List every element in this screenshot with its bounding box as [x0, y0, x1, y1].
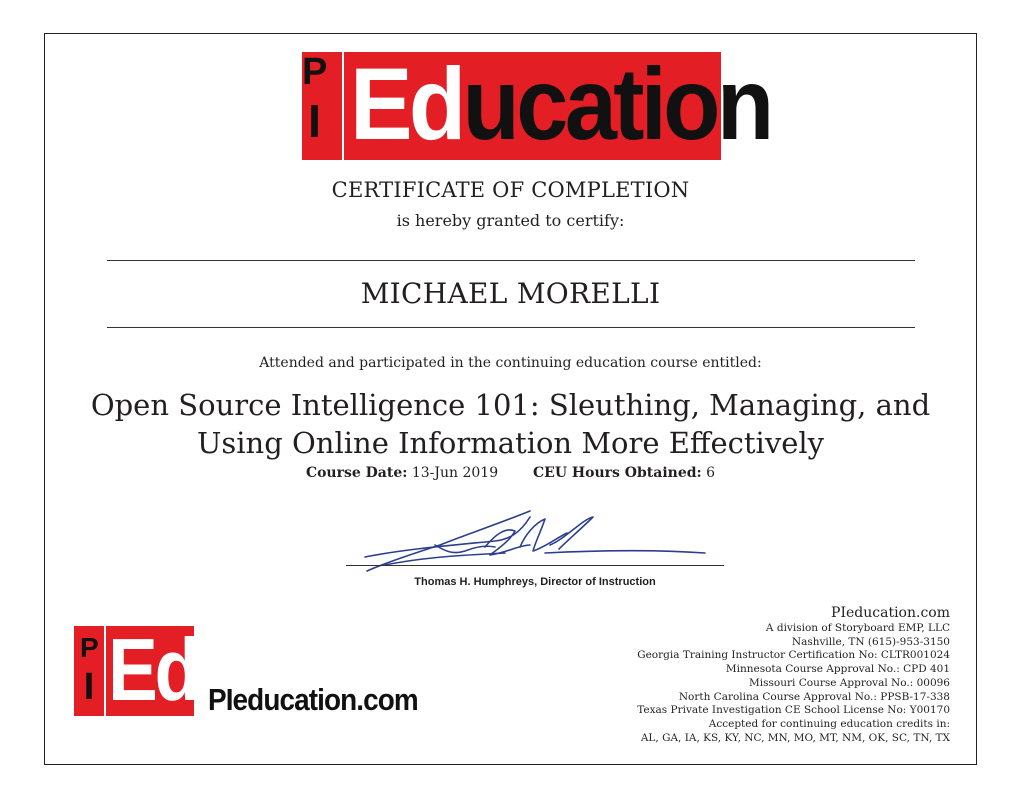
- info-line: Missouri Course Approval No.: 00096: [749, 676, 950, 689]
- certificate-subtitle: is hereby granted to certify:: [396, 211, 625, 230]
- logo-ed-text: Ed: [350, 47, 463, 161]
- info-line: Nashville, TN (615)-953-3150: [791, 635, 950, 648]
- info-line: Georgia Training Instructor Certification No: CLTR001024: [637, 649, 950, 662]
- info-line: North Carolina Course Approval No.: PPSB-17-338: [678, 690, 950, 703]
- small-logo-ed-text: Ed: [108, 620, 197, 719]
- ceu-hours: 6: [706, 465, 716, 481]
- logo-wordmark: [350, 48, 770, 160]
- info-line: Minnesota Course Approval No.: CPD 401: [725, 663, 950, 676]
- signature-line: [346, 565, 724, 566]
- info-line: Accepted for continuing education credits in:: [708, 717, 950, 730]
- info-line: Texas Private Investigation CE School License No: Y00170: [637, 704, 950, 717]
- ceu-hours-label: CEU Hours Obtained:: [533, 465, 702, 481]
- pieducation-logo: [302, 47, 771, 161]
- course-title: Open Source Intelligence 101: Sleuthing, Managing, and Using Online Information More Effectively: [90, 388, 931, 460]
- signer-name: Thomas H. Humphreys, Director of Instruction: [414, 576, 656, 588]
- course-date: 13-Jun 2019: [411, 465, 499, 481]
- certificate-title: CERTIFICATE OF COMPLETION: [331, 178, 690, 202]
- small-logo-p-letter: P: [80, 632, 99, 663]
- course-date-label: Course Date:: [305, 465, 408, 481]
- logo-i-letter: I: [308, 95, 321, 147]
- logo-ucation-text: ucation: [462, 47, 771, 161]
- signature: [345, 505, 725, 585]
- name-bottom-rule: [107, 327, 915, 328]
- info-line: AL, GA, IA, KS, KY, NC, MN, MO, MT, NM, OK, SC, TN, TX: [640, 731, 950, 744]
- logo-p-letter: P: [302, 51, 328, 93]
- small-logo-i-letter: I: [83, 666, 95, 708]
- info-line: A division of Storyboard EMP, LLC: [765, 622, 950, 634]
- organization-info: [637, 604, 950, 745]
- course-meta: [44, 463, 977, 483]
- recipient-name: MICHAEL MORELLI: [360, 277, 661, 310]
- name-top-rule: [107, 260, 915, 261]
- logo-divider: [342, 52, 344, 160]
- attended-statement: Attended and participated in the continuing education course entitled:: [259, 355, 762, 371]
- info-website: PIeducation.com: [831, 605, 950, 621]
- footer-website: PIeducation.com: [208, 682, 418, 717]
- pied-logo-small: [74, 620, 197, 719]
- small-logo-divider: [104, 626, 106, 716]
